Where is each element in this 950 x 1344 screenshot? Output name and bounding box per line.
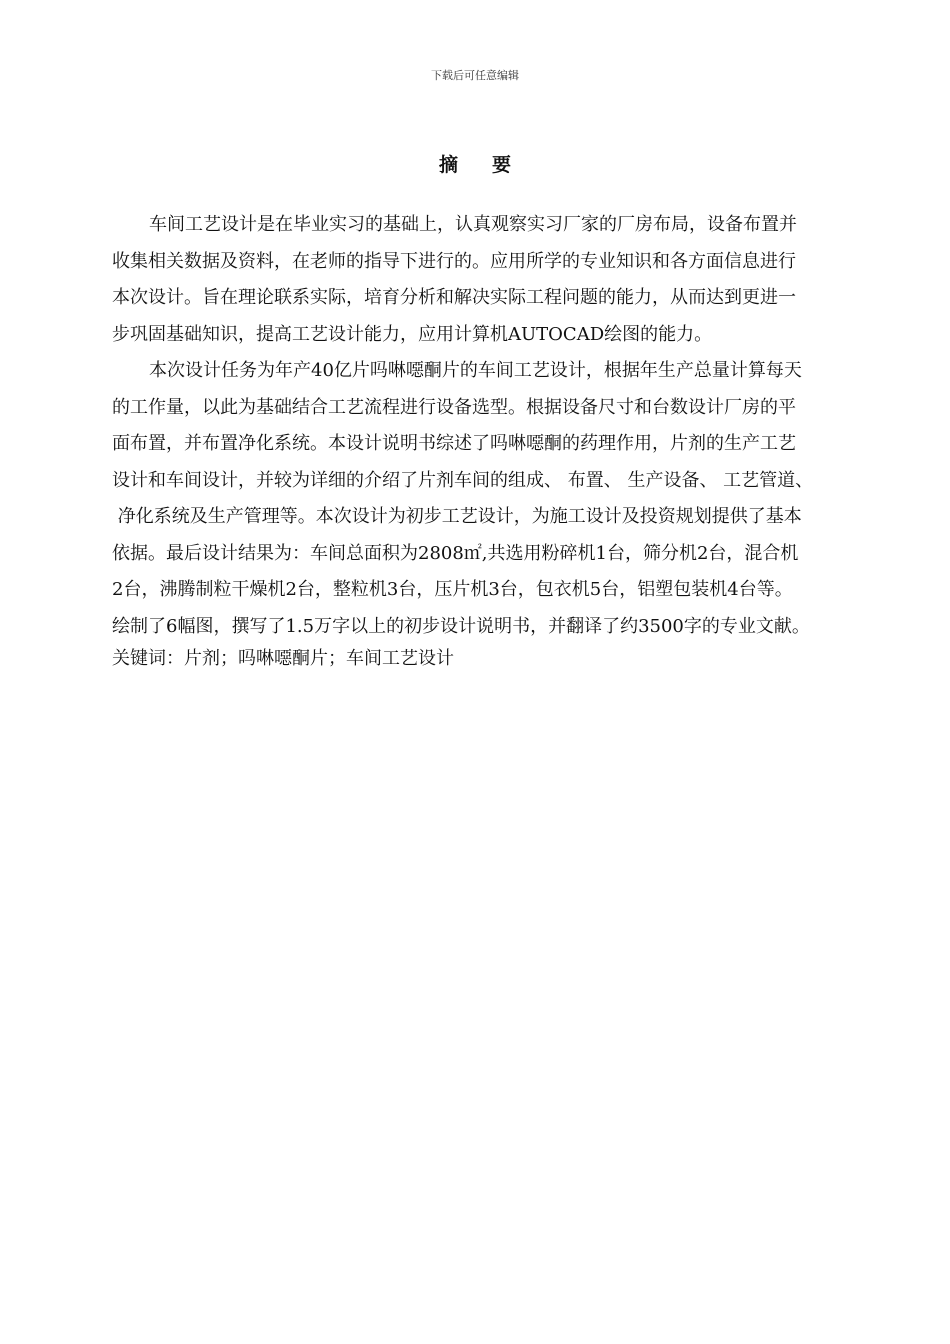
paragraph-line: 2台，沸腾制粒干燥机2台，整粒机3台，压片机3台，包衣机5台，铝塑包装机4台等。 — [112, 579, 793, 600]
paragraph-line: 本次设计任务为年产40亿片吗啉噁酮片的车间工艺设计，根据年生产总量计算每天 — [149, 360, 802, 381]
paragraph-line: 步巩固基础知识，提高工艺设计能力，应用计算机AUTOCAD绘图的能力。 — [112, 323, 713, 345]
paragraph-line: 设计和车间设计，并较为详细的介绍了片剂车间的组成、 布置、 生产设备、 工艺管道、 — [112, 469, 814, 491]
abstract-body — [112, 207, 864, 673]
title-char-1: 摘 — [438, 154, 458, 176]
paragraph-line: 本次设计。旨在理论联系实际，培育分析和解决实际工程问题的能力，从而达到更进一 — [112, 287, 796, 308]
header-note: 下载后可任意编辑 — [431, 69, 519, 82]
paragraph-line: 收集相关数据及资料，在老师的指导下进行的。应用所学的专业知识和各方面信息进行 — [112, 250, 796, 272]
title-char-2: 要 — [492, 154, 512, 176]
paragraph-line: 车间工艺设计是在毕业实习的基础上，认真观察实习厂家的厂房布局，设备布置并 — [149, 214, 797, 235]
paragraph-line: 净化系统及生产管理等。本次设计为初步工艺设计，为施工设计及投资规划提供了基本 — [112, 506, 802, 527]
paragraph-line: 绘制了6幅图，撰写了1.5万字以上的初步设计说明书，并翻译了约3500字的专业文献。 — [112, 615, 810, 637]
page-title — [0, 150, 950, 177]
abstract-paragraph-2 — [112, 353, 864, 645]
paragraph-line: 面布置，并布置净化系统。本设计说明书综述了吗啉噁酮的药理作用，片剂的生产工艺 — [112, 433, 796, 454]
keywords-line: 关键词：片剂；吗啉噁酮片；车间工艺设计 — [112, 648, 454, 669]
abstract-paragraph-1 — [112, 207, 864, 353]
paragraph-line: 依据。最后设计结果为：车间总面积为2808㎡,共选用粉碎机1台，筛分机2台，混合机 — [112, 542, 799, 564]
paragraph-line: 的工作量，以此为基础结合工艺流程进行设备选型。根据设备尺寸和台数设计厂房的平 — [112, 396, 796, 418]
